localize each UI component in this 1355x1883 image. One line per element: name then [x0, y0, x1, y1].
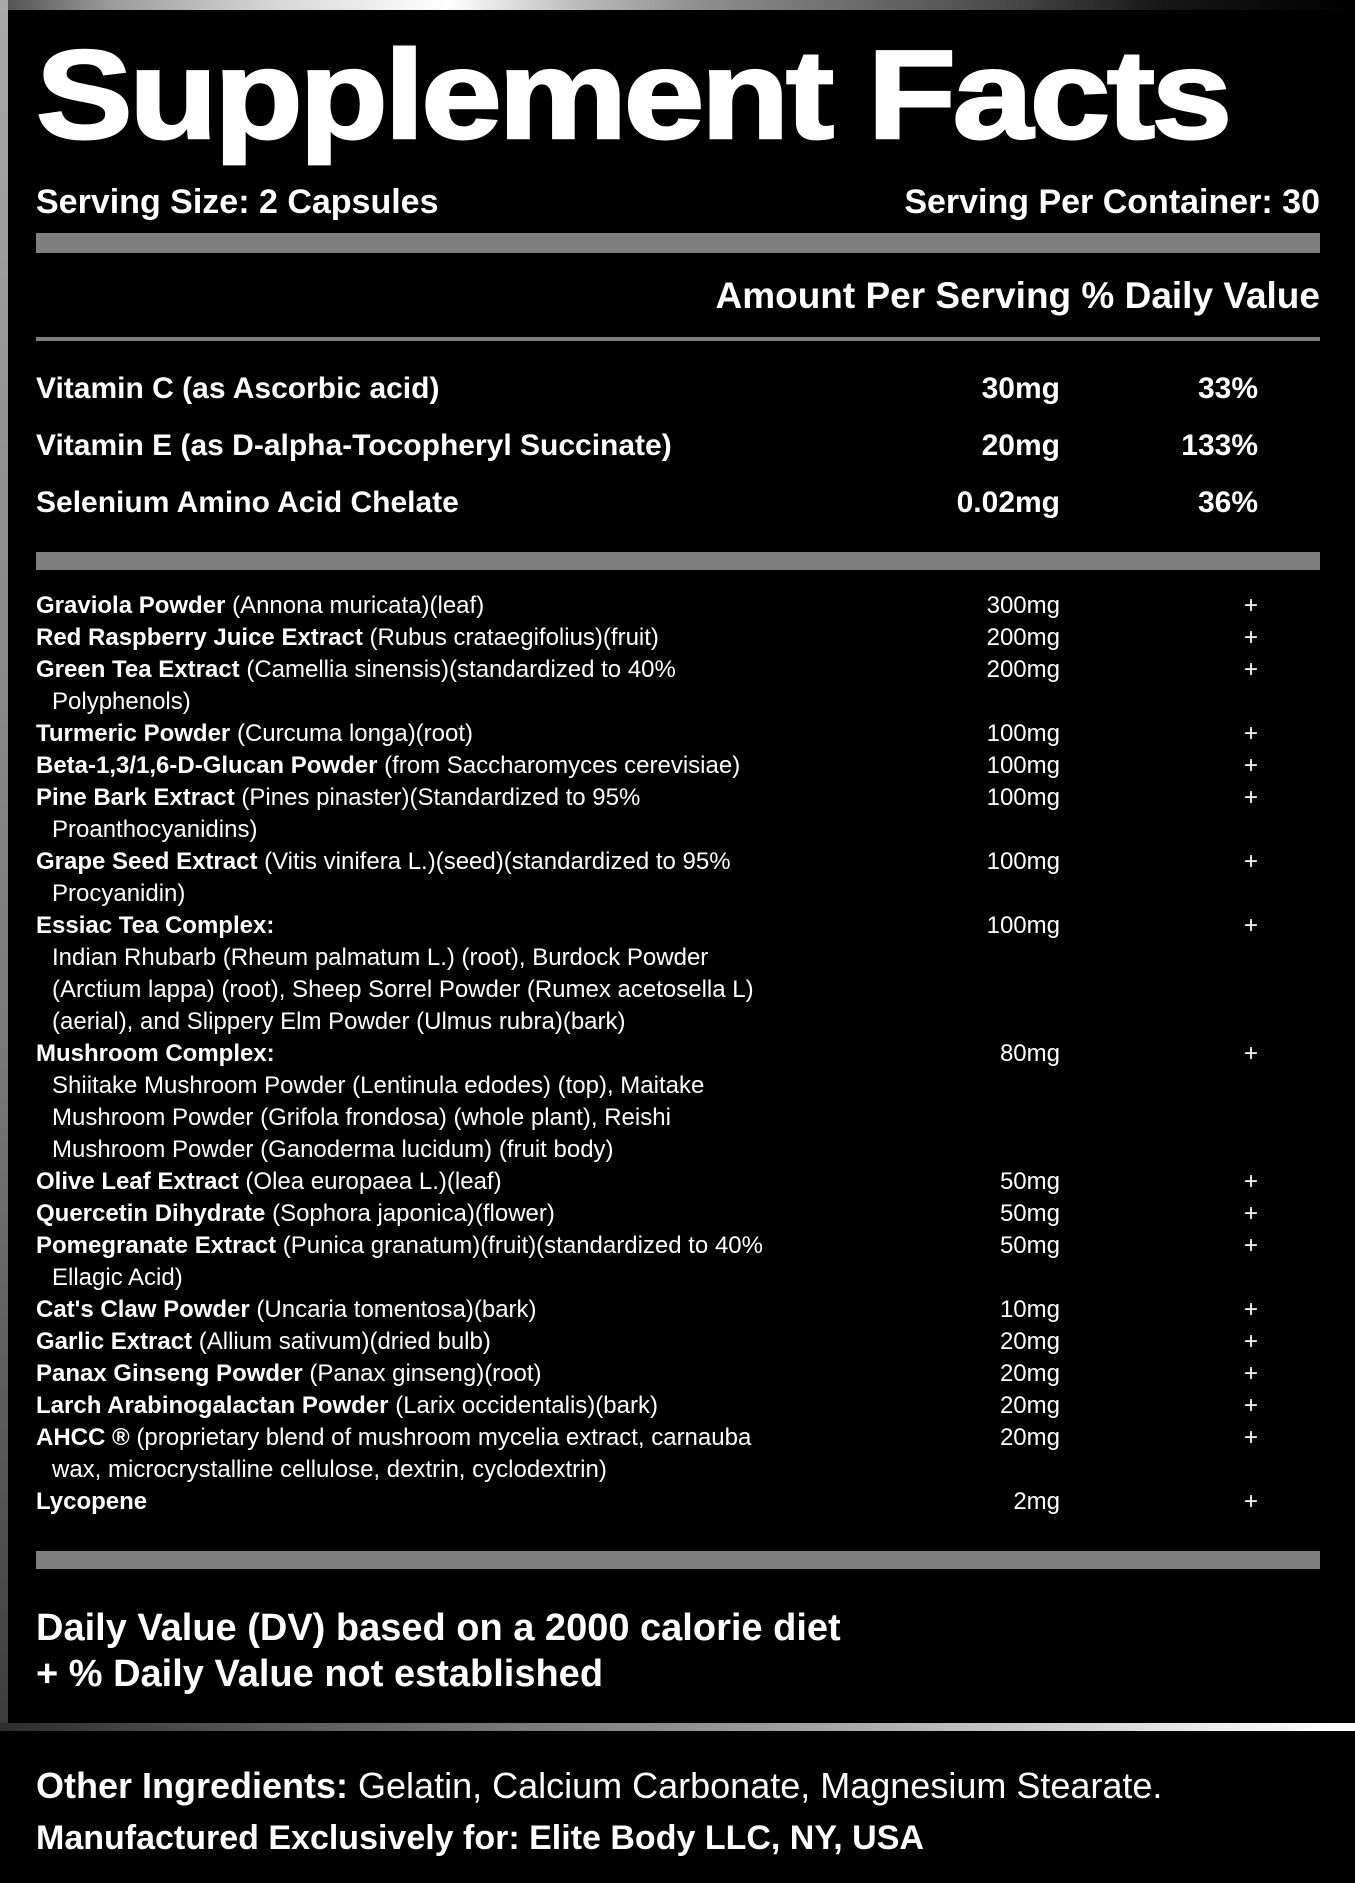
ingredient-name	[36, 686, 950, 718]
ingredient-name	[36, 942, 950, 974]
ingredient-row	[36, 814, 1320, 846]
ingredient-row	[36, 654, 1320, 686]
ingredient-daily-value: +	[1243, 1040, 1258, 1067]
ingredient-amount: 100mg	[986, 784, 1060, 811]
ingredient-name-bold: Beta-1,3/1,6-D-Glucan Powder	[36, 752, 378, 779]
ingredient-name	[36, 878, 950, 910]
other-ingredients-line	[36, 1765, 1162, 1807]
ingredient-row	[36, 1486, 1320, 1518]
ingredient-name-detail: Indian Rhubarb (Rheum palmatum L.) (root), Burdock Powder	[52, 944, 709, 971]
ingredient-amount	[950, 1006, 1120, 1038]
ingredient-name-bold: Graviola Powder	[36, 592, 226, 619]
ingredient-name	[36, 1262, 950, 1294]
ingredient-name-bold: Pomegranate Extract	[36, 1232, 277, 1259]
ingredient-name-bold: Green Tea Extract	[36, 656, 240, 683]
ingredient-row	[36, 590, 1320, 622]
ingredient-name	[36, 910, 950, 942]
ingredient-row	[36, 846, 1320, 878]
ingredient-amount: 20mg	[999, 1392, 1060, 1419]
separator-bar-bottom	[36, 1551, 1320, 1569]
manufactured-for-line: Manufactured Exclusively for: Elite Body LLC, NY, USA	[36, 1819, 924, 1857]
vitamins-table	[36, 360, 1320, 531]
ingredient-amount: 20mg	[999, 1328, 1060, 1355]
footnote-daily-value: Daily Value (DV) based on a 2000 calorie diet	[36, 1607, 841, 1649]
ingredient-name-detail: Procyanidin)	[52, 880, 186, 907]
ingredient-row	[36, 1134, 1320, 1166]
ingredient-daily-value	[1120, 1134, 1320, 1166]
ingredient-row	[36, 1390, 1320, 1422]
ingredient-row	[36, 1198, 1320, 1230]
ingredient-row	[36, 718, 1320, 750]
vitamin-name: Selenium Amino Acid Chelate	[36, 485, 459, 519]
ingredient-name-bold: Red Raspberry Juice Extract	[36, 624, 363, 651]
ingredient-name-bold: Garlic Extract	[36, 1328, 193, 1355]
ingredient-amount	[950, 1262, 1120, 1294]
ingredient-name	[36, 1326, 950, 1358]
ingredient-name-detail: (Camellia sinensis)(standardized to 40%	[239, 656, 676, 683]
serving-per-container: Serving Per Container: 30	[904, 183, 1320, 221]
ingredient-name-bold: Essiac Tea Complex:	[36, 912, 275, 939]
ingredient-daily-value: +	[1243, 1232, 1258, 1259]
ingredient-name	[36, 1486, 950, 1518]
ingredient-name	[36, 1358, 950, 1390]
vitamin-row	[36, 417, 1320, 474]
ingredient-row	[36, 1422, 1320, 1454]
ingredient-name	[36, 1134, 950, 1166]
ingredient-daily-value: +	[1243, 624, 1258, 651]
ingredient-name-bold: Grape Seed Extract	[36, 848, 258, 875]
ingredient-amount	[950, 1134, 1120, 1166]
bottom-metallic-divider	[0, 1723, 1355, 1731]
vitamin-amount: 30mg	[981, 371, 1060, 405]
other-ingredients-label: Other Ingredients:	[36, 1765, 349, 1806]
ingredient-row	[36, 1166, 1320, 1198]
ingredient-amount: 50mg	[999, 1168, 1060, 1195]
ingredient-name	[36, 1102, 950, 1134]
ingredient-name-detail: wax, microcrystalline cellulose, dextrin, cyclodextrin)	[52, 1456, 607, 1483]
ingredient-amount	[950, 1102, 1120, 1134]
ingredient-row	[36, 1230, 1320, 1262]
ingredient-name-bold: Panax Ginseng Powder	[36, 1360, 303, 1387]
ingredient-name-detail: (Punica granatum)(fruit)(standardized to 40%	[276, 1232, 763, 1259]
ingredient-name-detail: (Vitis vinifera L.)(seed)(standardized to 95%	[257, 848, 731, 875]
ingredient-name-bold: Olive Leaf Extract	[36, 1168, 239, 1195]
ingredient-daily-value	[1120, 878, 1320, 910]
label-title: Supplement Facts	[36, 24, 1229, 165]
ingredient-amount: 200mg	[986, 656, 1060, 683]
ingredient-row	[36, 1070, 1320, 1102]
ingredient-amount: 100mg	[986, 720, 1060, 747]
ingredient-row	[36, 1454, 1320, 1486]
ingredient-name-bold: AHCC ®	[36, 1424, 130, 1451]
ingredient-name	[36, 814, 950, 846]
serving-size: Serving Size: 2 Capsules	[36, 183, 439, 221]
ingredient-name-detail: (Allium sativum)(dried bulb)	[192, 1328, 491, 1355]
ingredient-name-detail: (aerial), and Slippery Elm Powder (Ulmus rubra)(bark)	[52, 1008, 626, 1035]
ingredient-name-detail: (Larix occidentalis)(bark)	[388, 1392, 658, 1419]
ingredient-name	[36, 1422, 950, 1454]
ingredient-name-detail: (proprietary blend of mushroom mycelia extract, carnauba	[129, 1424, 752, 1451]
ingredient-amount: 20mg	[999, 1360, 1060, 1387]
ingredient-name-detail: Polyphenols)	[52, 688, 191, 715]
ingredient-row	[36, 1326, 1320, 1358]
ingredient-amount: 200mg	[986, 624, 1060, 651]
ingredient-name	[36, 1230, 950, 1262]
ingredient-amount: 50mg	[999, 1200, 1060, 1227]
ingredient-name	[36, 750, 950, 782]
ingredient-name	[36, 1038, 950, 1070]
ingredient-amount	[950, 1070, 1120, 1102]
ingredient-name-bold: Pine Bark Extract	[36, 784, 235, 811]
ingredient-daily-value: +	[1243, 1488, 1258, 1515]
ingredient-name-detail: Proanthocyanidins)	[52, 816, 258, 843]
vitamin-name: Vitamin E (as D-alpha-Tocopheryl Succinate)	[36, 428, 672, 462]
ingredient-amount: 100mg	[986, 912, 1060, 939]
ingredient-daily-value	[1120, 814, 1320, 846]
ingredient-daily-value: +	[1243, 848, 1258, 875]
ingredient-row	[36, 910, 1320, 942]
ingredient-name	[36, 846, 950, 878]
ingredient-daily-value: +	[1243, 752, 1258, 779]
ingredient-amount: 2mg	[1013, 1488, 1060, 1515]
ingredient-daily-value	[1120, 974, 1320, 1006]
ingredient-name-detail: Mushroom Powder (Ganoderma lucidum) (fruit body)	[52, 1136, 614, 1163]
ingredient-daily-value: +	[1243, 720, 1258, 747]
ingredient-name-detail: (Olea europaea L.)(leaf)	[238, 1168, 502, 1195]
vitamin-name: Vitamin C (as Ascorbic acid)	[36, 371, 440, 405]
ingredient-amount	[950, 1454, 1120, 1486]
separator-bar-top	[36, 233, 1320, 253]
footnotes	[36, 1605, 841, 1697]
ingredient-name	[36, 1390, 950, 1422]
ingredient-name	[36, 1454, 950, 1486]
ingredient-amount: 100mg	[986, 848, 1060, 875]
ingredient-daily-value: +	[1243, 592, 1258, 619]
ingredient-daily-value	[1120, 686, 1320, 718]
ingredient-daily-value: +	[1243, 1360, 1258, 1387]
ingredient-daily-value: +	[1243, 912, 1258, 939]
ingredient-name-detail: Mushroom Powder (Grifola frondosa) (whole plant), Reishi	[52, 1104, 671, 1131]
ingredient-daily-value: +	[1243, 784, 1258, 811]
vitamin-daily-value: 36%	[1197, 485, 1258, 519]
ingredient-name-detail: (Pines pinaster)(Standardized to 95%	[234, 784, 641, 811]
ingredient-amount	[950, 974, 1120, 1006]
ingredient-name	[36, 622, 950, 654]
ingredient-daily-value	[1120, 1006, 1320, 1038]
ingredient-name	[36, 654, 950, 686]
vitamin-row	[36, 474, 1320, 531]
ingredient-name-detail: (Annona muricata)(leaf)	[225, 592, 485, 619]
ingredient-row	[36, 942, 1320, 974]
vitamin-daily-value: 133%	[1181, 428, 1258, 462]
ingredient-daily-value: +	[1243, 1200, 1258, 1227]
ingredient-name	[36, 782, 950, 814]
ingredients-table	[36, 590, 1320, 1518]
ingredient-name	[36, 718, 950, 750]
ingredient-amount: 100mg	[986, 752, 1060, 779]
ingredient-amount: 80mg	[999, 1040, 1060, 1067]
top-metallic-border	[0, 0, 1355, 10]
ingredient-row	[36, 686, 1320, 718]
ingredient-daily-value: +	[1243, 1392, 1258, 1419]
ingredient-name-detail: Ellagic Acid)	[52, 1264, 183, 1291]
ingredient-amount: 20mg	[999, 1424, 1060, 1451]
ingredient-name-detail: (Sophora japonica)(flower)	[265, 1200, 555, 1227]
ingredient-name-bold: Cat's Claw Powder	[36, 1296, 250, 1323]
left-metallic-border	[0, 0, 8, 1727]
ingredient-amount	[950, 686, 1120, 718]
ingredient-daily-value: +	[1243, 1424, 1258, 1451]
ingredient-row	[36, 974, 1320, 1006]
ingredient-name-detail: (Uncaria tomentosa)(bark)	[249, 1296, 537, 1323]
ingredient-name	[36, 1294, 950, 1326]
ingredient-name-detail: (Arctium lappa) (root), Sheep Sorrel Powder (Rumex acetosella L)	[52, 976, 754, 1003]
ingredient-name-detail: (Rubus crataegifolius)(fruit)	[362, 624, 659, 651]
ingredient-row	[36, 750, 1320, 782]
ingredient-daily-value	[1120, 1262, 1320, 1294]
ingredient-name	[36, 1006, 950, 1038]
ingredient-daily-value	[1120, 1102, 1320, 1134]
ingredient-amount: 10mg	[999, 1296, 1060, 1323]
ingredient-row	[36, 1358, 1320, 1390]
ingredient-daily-value: +	[1243, 1296, 1258, 1323]
ingredient-name-bold: Larch Arabinogalactan Powder	[36, 1392, 389, 1419]
ingredient-name-bold: Turmeric Powder	[36, 720, 231, 747]
ingredient-name-bold: Mushroom Complex:	[36, 1040, 275, 1067]
vitamin-row	[36, 360, 1320, 417]
ingredient-amount: 300mg	[986, 592, 1060, 619]
ingredient-name	[36, 1198, 950, 1230]
ingredient-daily-value: +	[1243, 1168, 1258, 1195]
ingredient-name-bold: Quercetin Dihydrate	[36, 1200, 266, 1227]
ingredient-row	[36, 1038, 1320, 1070]
ingredient-daily-value	[1120, 942, 1320, 974]
vitamin-amount: 20mg	[981, 428, 1060, 462]
ingredient-name-detail: (Curcuma longa)(root)	[230, 720, 474, 747]
ingredient-row	[36, 878, 1320, 910]
serving-row	[36, 182, 1320, 222]
ingredient-name-bold: Lycopene	[36, 1488, 148, 1515]
ingredient-daily-value: +	[1243, 1328, 1258, 1355]
ingredient-row	[36, 622, 1320, 654]
ingredient-row	[36, 1006, 1320, 1038]
ingredient-row	[36, 1102, 1320, 1134]
ingredient-name-detail: (Panax ginseng)(root)	[302, 1360, 542, 1387]
ingredient-row	[36, 782, 1320, 814]
ingredient-name	[36, 974, 950, 1006]
ingredient-daily-value: +	[1243, 656, 1258, 683]
ingredient-amount: 50mg	[999, 1232, 1060, 1259]
ingredient-daily-value	[1120, 1070, 1320, 1102]
vitamin-daily-value: 33%	[1197, 371, 1258, 405]
ingredient-row	[36, 1262, 1320, 1294]
footnote-not-established: + % Daily Value not established	[36, 1653, 604, 1695]
ingredient-amount	[950, 878, 1120, 910]
amount-per-serving-header: Amount Per Serving % Daily Value	[715, 275, 1320, 316]
ingredient-daily-value	[1120, 1454, 1320, 1486]
ingredient-name	[36, 1070, 950, 1102]
ingredient-row	[36, 1294, 1320, 1326]
ingredient-name	[36, 1166, 950, 1198]
other-ingredients-value: Gelatin, Calcium Carbonate, Magnesium Stearate.	[348, 1765, 1163, 1806]
ingredient-amount	[950, 942, 1120, 974]
ingredient-name-detail: (from Saccharomyces cerevisiae)	[377, 752, 741, 779]
vitamin-amount: 0.02mg	[956, 485, 1060, 519]
header-rule	[36, 337, 1320, 341]
ingredient-name-detail: Shiitake Mushroom Powder (Lentinula edodes) (top), Maitake	[52, 1072, 705, 1099]
ingredient-name	[36, 590, 950, 622]
separator-bar-middle	[36, 552, 1320, 570]
ingredient-amount	[950, 814, 1120, 846]
